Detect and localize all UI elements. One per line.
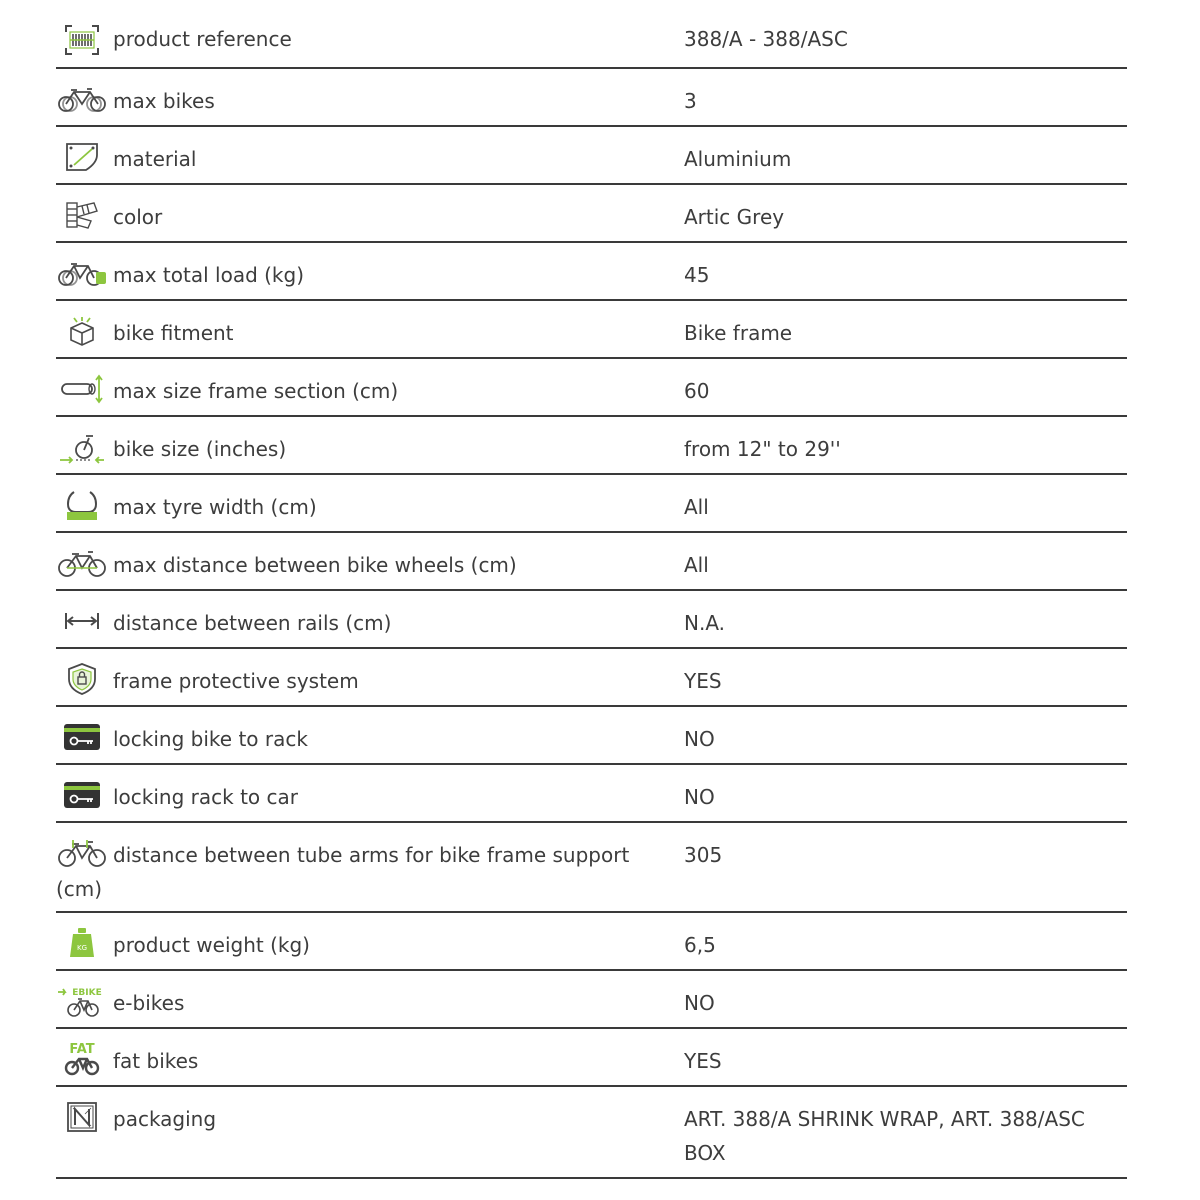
wheel-distance-icon bbox=[56, 545, 108, 581]
bikes-load-icon bbox=[56, 255, 108, 291]
ebike-icon-text: EBIKE bbox=[72, 988, 102, 998]
fat-bike-icon bbox=[56, 1041, 108, 1077]
ebike-icon bbox=[56, 983, 108, 1019]
spec-table bbox=[56, 10, 1127, 1179]
spec-value: N.A. bbox=[684, 611, 726, 635]
spec-label: fat bikes bbox=[113, 1049, 199, 1073]
spec-value: Bike frame bbox=[684, 321, 793, 345]
spec-row bbox=[56, 823, 1127, 913]
spec-label: max total load (kg) bbox=[113, 263, 305, 287]
spec-value: All bbox=[684, 495, 709, 519]
material-sheet-icon bbox=[56, 139, 108, 175]
spec-row bbox=[56, 533, 1127, 591]
spec-row bbox=[56, 185, 1127, 243]
spec-label: bike fitment bbox=[113, 321, 234, 345]
rails-distance-icon bbox=[56, 603, 108, 639]
spec-label: locking rack to car bbox=[113, 785, 298, 809]
spec-label: product weight (kg) bbox=[113, 933, 310, 957]
spec-row bbox=[56, 591, 1127, 649]
fat-icon-text: FAT bbox=[69, 1042, 95, 1057]
spec-label: max tyre width (cm) bbox=[113, 495, 317, 519]
spec-value: from 12" to 29'' bbox=[684, 437, 841, 461]
spec-row bbox=[56, 649, 1127, 707]
spec-row bbox=[56, 765, 1127, 823]
fitment-box-icon bbox=[56, 313, 108, 349]
spec-row bbox=[56, 1087, 1127, 1179]
spec-label: packaging bbox=[113, 1107, 217, 1131]
spec-label: distance between rails (cm) bbox=[113, 611, 392, 635]
spec-row bbox=[56, 10, 1127, 69]
spec-value: 305 bbox=[684, 843, 723, 867]
spec-label: product reference bbox=[113, 27, 292, 51]
spec-row bbox=[56, 127, 1127, 185]
spec-value: NO bbox=[684, 727, 715, 751]
spec-value: YES bbox=[684, 669, 722, 693]
key-lock-icon bbox=[56, 777, 108, 813]
spec-label: bike size (inches) bbox=[113, 437, 287, 461]
spec-row bbox=[56, 301, 1127, 359]
spec-label: color bbox=[113, 205, 163, 229]
spec-value: NO bbox=[684, 785, 715, 809]
spec-value: NO bbox=[684, 991, 715, 1015]
spec-row bbox=[56, 913, 1127, 971]
spec-label: max size frame section (cm) bbox=[113, 379, 399, 403]
tyre-width-icon bbox=[56, 487, 108, 523]
spec-row bbox=[56, 971, 1127, 1029]
spec-value: Aluminium bbox=[684, 147, 792, 171]
spec-label: locking bike to rack bbox=[113, 727, 308, 751]
spec-row bbox=[56, 243, 1127, 301]
spec-value: All bbox=[684, 553, 709, 577]
spec-row bbox=[56, 417, 1127, 475]
weight-icon bbox=[56, 925, 108, 961]
spec-value: Artic Grey bbox=[684, 205, 785, 229]
spec-label: max distance between bike wheels (cm) bbox=[113, 553, 517, 577]
spec-label: material bbox=[113, 147, 197, 171]
spec-value: 60 bbox=[684, 379, 710, 403]
spec-label: e-bikes bbox=[113, 991, 185, 1015]
barcode-icon bbox=[56, 22, 108, 58]
color-swatch-icon bbox=[56, 197, 108, 233]
spec-value: 3 bbox=[684, 89, 697, 113]
shield-icon bbox=[56, 661, 108, 697]
bikes-stack-icon bbox=[56, 81, 108, 117]
spec-row bbox=[56, 475, 1127, 533]
spec-value: 45 bbox=[684, 263, 710, 287]
spec-row bbox=[56, 359, 1127, 417]
key-lock-icon bbox=[56, 719, 108, 755]
spec-value: 388/A - 388/ASC bbox=[684, 27, 848, 51]
spec-label: distance between tube arms for bike frame support (cm) bbox=[56, 843, 630, 901]
spec-row bbox=[56, 1029, 1127, 1087]
spec-value: 6,5 bbox=[684, 933, 716, 957]
spec-row bbox=[56, 707, 1127, 765]
spec-row bbox=[56, 69, 1127, 127]
weight-icon-text: KG bbox=[76, 944, 88, 952]
spec-label: max bikes bbox=[113, 89, 215, 113]
packaging-icon bbox=[56, 1099, 108, 1135]
bike-size-icon bbox=[56, 429, 108, 465]
frame-section-icon bbox=[56, 371, 108, 407]
spec-label: frame protective system bbox=[113, 669, 359, 693]
spec-value: ART. 388/A SHRINK WRAP, ART. 388/ASC BOX bbox=[684, 1107, 1085, 1165]
spec-value: YES bbox=[684, 1049, 722, 1073]
